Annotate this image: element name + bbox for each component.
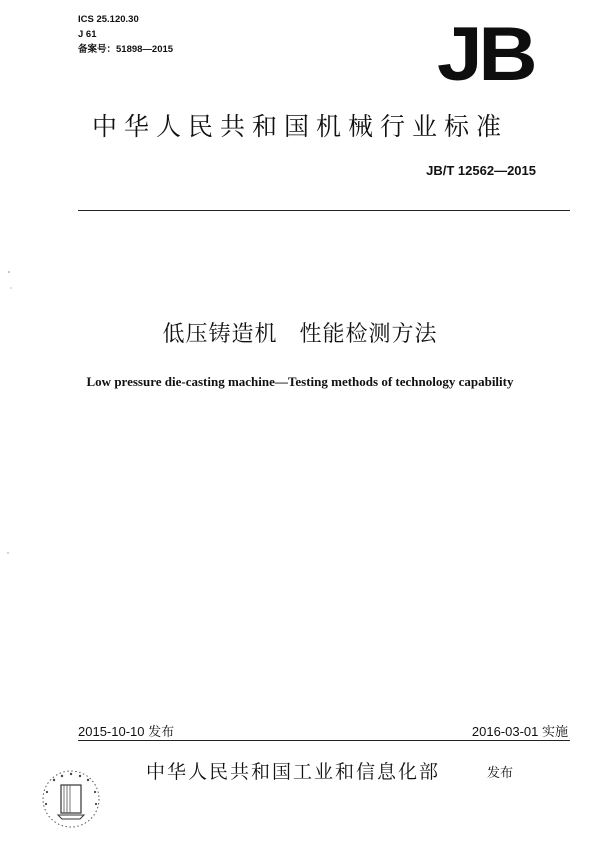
ics-code: ICS 25.120.30 [78, 14, 139, 25]
implementation-date: 2016-03-01 实施 [471, 724, 568, 739]
title-chinese-part2: 性能检测方法 [299, 322, 438, 347]
issuing-authority-suffix: 发布 [487, 766, 514, 781]
seal-emblem-icon [40, 768, 102, 830]
organization-header: 中华人民共和国机械行业标准 [91, 112, 508, 141]
standard-number: JB/T 12562—2015 [426, 163, 536, 178]
bottom-divider [78, 740, 570, 741]
title-english: Low pressure die-casting machine—Testing methods of technology capability [86, 374, 514, 389]
issuing-authority: 中华人民共和国工业和信息化部 [146, 761, 441, 783]
title-chinese-part1: 低压铸造机 [162, 322, 278, 347]
title-chinese [0, 317, 600, 348]
filing-number: 备案号：51898—2015 [78, 44, 174, 55]
classification-block [78, 12, 173, 57]
jb-logo: JB [437, 12, 534, 97]
top-divider [78, 210, 570, 211]
publication-date: 2015-10-10 发布 [78, 724, 175, 739]
ccs-code: J 61 [78, 29, 97, 40]
